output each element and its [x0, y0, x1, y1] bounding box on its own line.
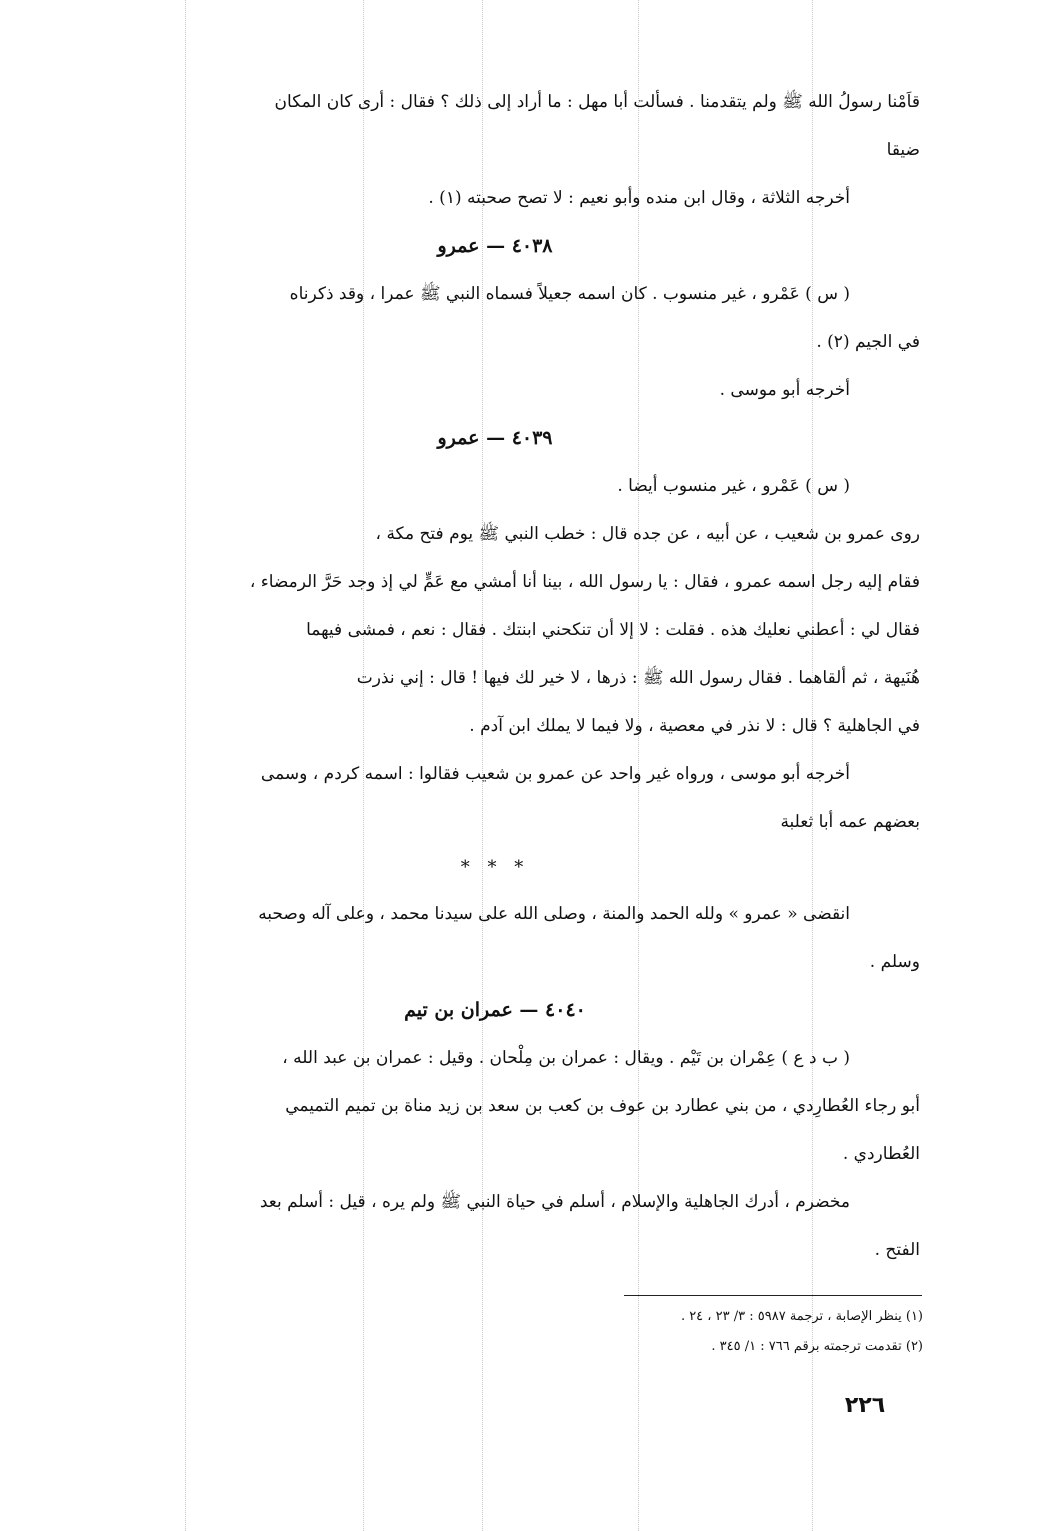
text-line: أخرجه أبو موسى ، ورواه غير واحد عن عمرو بن شعيب فقالوا : اسمه كردم ، وسمى — [260, 764, 850, 784]
footnote: (١) ينظر الإصابة ، ترجمة ٥٩٨٧ : ٣/ ٢٣ ، ٢٤ . — [680, 1309, 923, 1324]
text-line: في الجيم (٢) . — [816, 332, 920, 352]
text-line: الفتح . — [874, 1240, 920, 1260]
footnote-separator — [624, 1295, 922, 1296]
text-line: فقال لي : أعطني نعليك هذه . فقلت : لا إلا أن تنكحني ابنتك . فقال : نعم ، فمشى فيهما — [306, 620, 920, 640]
text-line: ( س ) عَمْرو ، غير منسوب أيضا . — [617, 476, 850, 496]
entry-heading: ٤٠٣٩ — عمرو — [437, 427, 553, 449]
text-line: انقضى « عمرو » ولله الحمد والمنة ، وصلى الله على سيدنا محمد ، وعلى آله وصحبه — [258, 904, 850, 924]
text-line: هُنَيهة ، ثم ألقاهما . فقال رسول الله ﷺ : ذرها ، لا خير لك فيها ! قال : إني نذرت — [356, 668, 920, 688]
entry-heading: ٤٠٤٠ — عمران بن تيم — [404, 999, 586, 1021]
text-line: روى عمرو بن شعيب ، عن أبيه ، عن جده قال : خطب النبي ﷺ يوم فتح مكة ، — [375, 524, 920, 544]
footnote: (٢) تقدمت ترجمته برقم ٧٦٦ : ١/ ٣٤٥ . — [711, 1339, 923, 1354]
page-number: ٢٢٦ — [844, 1393, 886, 1418]
text-line: ( ب د ع ) عِمْران بن تَيْم . ويقال : عمران بن مِلْحان . وقيل : عمران بن عبد الله ، — [282, 1048, 850, 1068]
text-line: أخرجه أبو موسى . — [719, 380, 850, 400]
text-line: أبو رجاء العُطارِدي ، من بني عطارد بن عوف بن كعب بن سعد بن زيد مناة بن تميم التميمي — [285, 1096, 920, 1116]
text-line: مخضرم ، أدرك الجاهلية والإسلام ، أسلم في حياة النبي ﷺ ولم يره ، قيل : أسلم بعد — [259, 1192, 850, 1212]
text-line: ( س ) عَمْرو ، غير منسوب . كان اسمه جعيلاً فسماه النبي ﷺ عمرا ، وقد ذكرناه — [289, 284, 850, 304]
text-line: قاَمْنا رسولُ الله ﷺ ولم يتقدمنا . فسألت أبا مهل : ما أراد إلى ذلك ؟ فقال : أرى كان المكان — [274, 92, 920, 112]
text-line: فقام إليه رجل اسمه عمرو ، فقال : يا رسول الله ، بينا أنا أمشي مع عَمٍّ لي إذ وجد حَرَّ الرمضاء ، — [249, 572, 920, 592]
text-line: العُطاردي . — [842, 1144, 920, 1164]
text-line: أخرجه الثلاثة ، وقال ابن منده وأبو نعيم : لا تصح صحبته (١) . — [428, 188, 850, 208]
text-line: ضيقا — [886, 140, 920, 160]
entry-heading: ٤٠٣٨ — عمرو — [437, 235, 553, 257]
section-divider-stars: * * * — [460, 857, 530, 878]
text-line: في الجاهلية ؟ قال : لا نذر في معصية ، ولا فيما لا يملك ابن آدم . — [469, 716, 920, 736]
text-line: بعضهم عمه أبا ثعلبة — [780, 812, 920, 832]
footnotes — [470, 1302, 923, 1362]
text-line: وسلم . — [869, 952, 920, 972]
main-text — [70, 78, 920, 1274]
